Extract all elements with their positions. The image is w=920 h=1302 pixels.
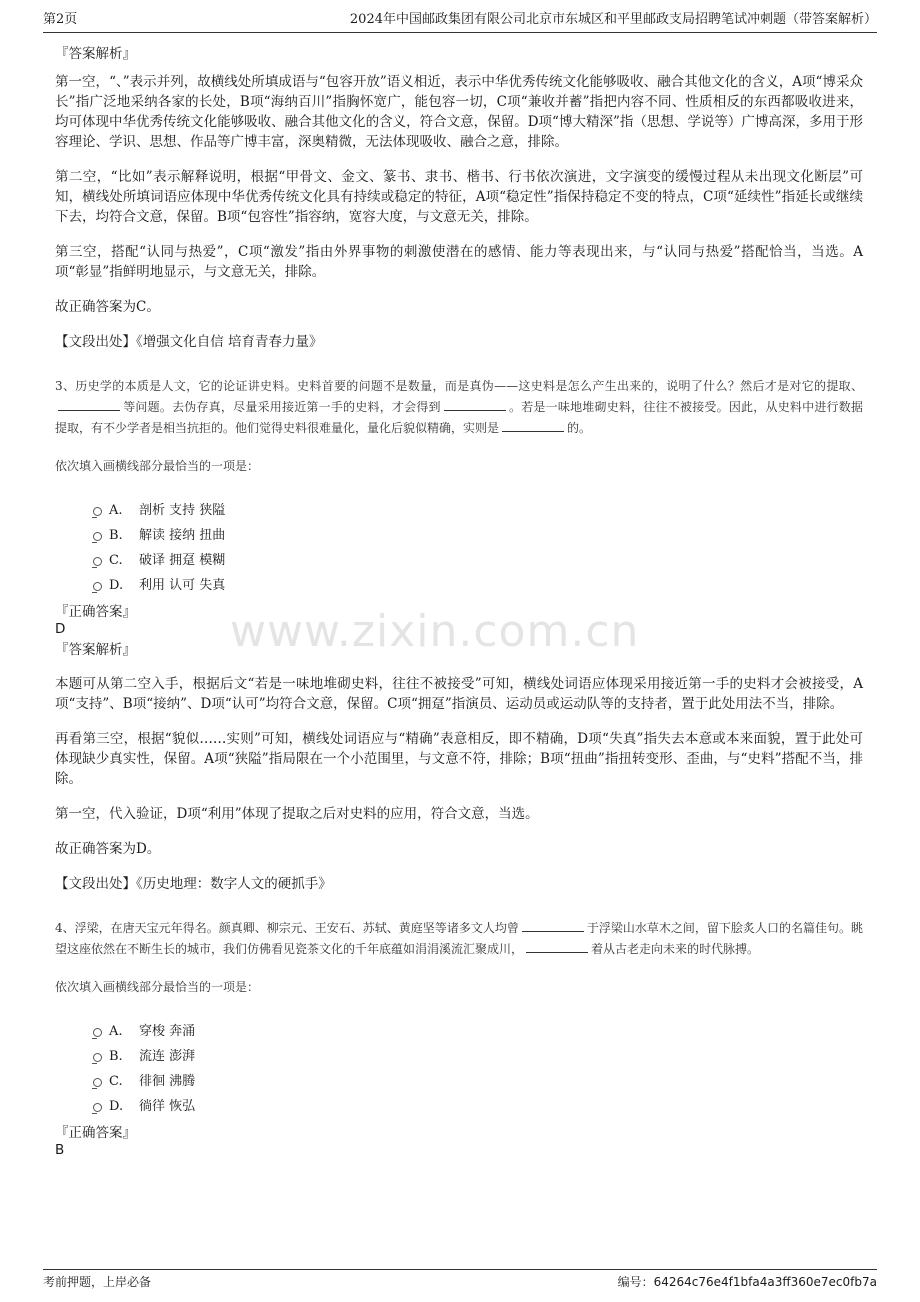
radio-icon[interactable] (93, 507, 102, 516)
analysis-conclusion: 故正确答案为D。 (55, 841, 161, 857)
radio-icon[interactable] (93, 1053, 102, 1062)
correct-answer: D (55, 621, 66, 637)
option-b[interactable]: B. 流连 澎湃 (91, 1044, 863, 1069)
fill-blank (522, 920, 584, 932)
page-header (43, 10, 877, 33)
document-code: 编号：64264c76e4f1bfa4a3ff360e7ec0fb7a (617, 1275, 877, 1289)
option-a[interactable]: A. 穿梭 奔涌 (91, 1019, 863, 1044)
option-b[interactable]: B. 解读 接纳 扭曲 (91, 523, 863, 548)
analysis-paragraph: 第三空，搭配“认同与热爱”，C项“激发”指由外界事物的刺激使潜在的感情、能力等表现出来，与“认同与热爱”搭配恰当，当选。A项“彰显”指鲜明地显示，与文意无关，排除。 (55, 244, 863, 280)
correct-answer: B (55, 1142, 65, 1158)
correct-answer-tag: 『正确答案』 (55, 1125, 136, 1141)
source-citation: 【文段出处】《历史地理：数字人文的硬抓手》 (55, 876, 332, 892)
page-footer (43, 1269, 877, 1292)
radio-icon[interactable] (93, 1078, 102, 1087)
fill-blank (444, 399, 506, 411)
option-d[interactable]: D. 利用 认可 失真 (91, 573, 863, 598)
option-c[interactable]: C. 破译 拥趸 模糊 (91, 548, 863, 573)
analysis-paragraph: 第一空，“、”表示并列，故横线处所填成语与“包容开放”语义相近，表示中华优秀传统文化能够吸收、融合其他文化的含义，A项“博采众长”指广泛地采纳各家的长处，B项“海纳百川”指胸怀宽广，能包容一切，C项“兼收并蓄”指把内容不同、性质相反的东西都吸收进来，均可体现中华优秀传统文化能够吸收、融合其他文化的含义，符合文意，保留。D项“博大精深”指（思想、学说等）广博高深，多用于形容理论、学识、思想、作品等广博丰富，深奥精微，无法体现吸收、融合之意，排除。 (55, 74, 863, 150)
question-prompt: 依次填入画横线部分最恰当的一项是： (55, 459, 260, 473)
radio-icon[interactable] (93, 582, 102, 591)
page-number: 第2页 (43, 12, 78, 27)
radio-icon[interactable] (93, 1028, 102, 1037)
correct-answer-tag: 『正确答案』 (55, 604, 136, 620)
footer-slogan: 考前押题，上岸必备 (43, 1275, 152, 1289)
option-d[interactable]: D. 徜徉 恢弘 (91, 1094, 863, 1119)
analysis-paragraph: 再看第三空，根据“貌似……实则”可知，横线处词语应与“精确”表意相反，即不精确，D项“失真”指失去本意或本来面貌，置于此处可体现缺少真实性，保留。A项“狭隘”指局限在一个小范围里，与文意不符，排除；B项“扭曲”指扭转变形、歪曲，与“史料”搭配不当，排除。 (55, 731, 863, 787)
radio-icon[interactable] (93, 1103, 102, 1112)
option-list (91, 498, 863, 598)
analysis-tag: 『答案解析』 (55, 642, 136, 658)
fill-blank (502, 420, 564, 432)
analysis-paragraph: 第一空，代入验证，D项“利用”体现了提取之后对史料的应用，符合文意，当选。 (55, 806, 539, 822)
fill-blank (58, 399, 120, 411)
document-title: 2024年中国邮政集团有限公司北京市东城区和平里邮政支局招聘笔试冲刺题（带答案解析） (349, 12, 877, 27)
question-prompt: 依次填入画横线部分最恰当的一项是： (55, 980, 260, 994)
analysis-paragraph: 本题可从第二空入手，根据后文“若是一味地堆砌史料，往往不被接受”可知，横线处词语应体现采用接近第一手的史料才会被接受，A项“支持”、B项“接纳”、D项“认可”均符合文意，保留。C项“拥趸”指演员、运动员或运动队等的支持者，置于此处用法不当，排除。 (55, 676, 863, 712)
document-body (55, 44, 863, 1161)
radio-icon[interactable] (93, 532, 102, 541)
watermark: www.zixin.com.cn (230, 606, 640, 657)
option-a[interactable]: A. 剖析 支持 狭隘 (91, 498, 863, 523)
source-citation: 【文段出处】《增强文化自信 培育青春力量》 (55, 334, 323, 350)
analysis-conclusion: 故正确答案为C。 (55, 299, 160, 315)
radio-icon[interactable] (93, 557, 102, 566)
analysis-tag: 『答案解析』 (55, 46, 136, 62)
option-c[interactable]: C. 徘徊 沸腾 (91, 1069, 863, 1094)
question-stem: 3、历史学的本质是人文，它的论证讲史料。史料首要的问题不是数量，而是真伪——这史料是怎么产生出来的，说明了什么？然后才是对它的提取、等问题。去伪存真，尽量采用接近第一手的史料，才会得到 。若是一味地堆砌史料，往往不被接受。因此，从史料中进行数据提取，有不少学者是相当抗拒的。他们觉得史料很难量化，量化后貌似精确，实则是 的。 (55, 379, 863, 435)
question-stem: 4、浮梁，在唐天宝元年得名。颜真卿、柳宗元、王安石、苏轼、黄庭坚等诸多文人均曾 于浮梁山水草木之间，留下脍炙人口的名篇佳句。眺望这座依然在不断生长的城市，我们仿佛看见瓷茶文化的千年底蕴如涓涓溪流汇聚成川， 着从古老走向未来的时代脉搏。 (55, 921, 863, 956)
analysis-paragraph: 第二空，“比如”表示解释说明，根据“甲骨文、金文、篆书、隶书、楷书、行书依次演进，文字演变的缓慢过程从未出现文化断层”可知，横线处所填词语应体现中华优秀传统文化具有持续或稳定的特征，A项“稳定性”指保持稳定不变的特点，C项“延续性”指延长或继续下去，均符合文意，保留。B项“包容性”指容纳，宽容大度，与文意无关，排除。 (55, 169, 863, 225)
fill-blank (526, 941, 588, 953)
option-list (91, 1019, 863, 1119)
